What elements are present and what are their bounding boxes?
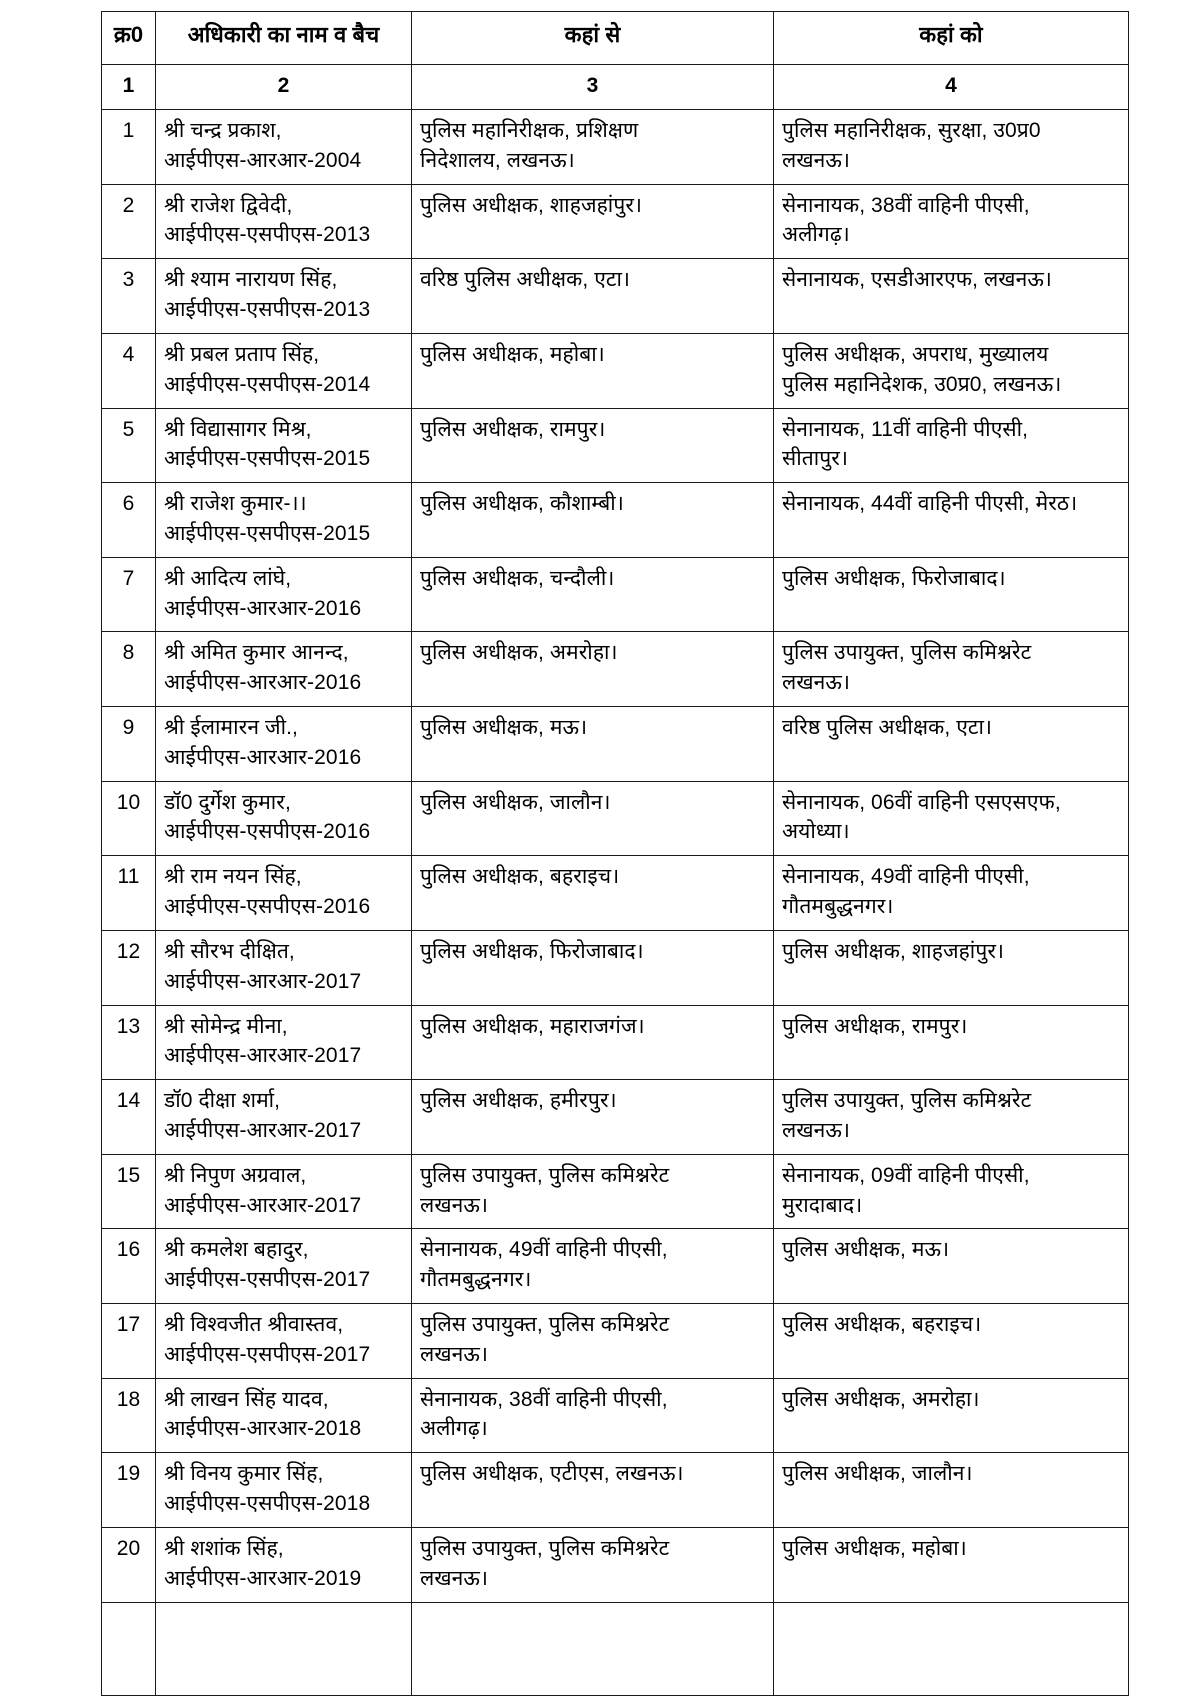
column-number-2: 2 [156, 65, 412, 110]
row-officer-name-batch-line-2: आईपीएस-एसपीएस-2015 [164, 447, 371, 471]
row-officer-name-batch-line-1: श्री ईलामारन जी., [164, 716, 298, 739]
row-serial-number-line-1: 2 [122, 193, 135, 217]
table-row [102, 184, 1129, 259]
table-row [102, 483, 1129, 558]
row-officer-name-batch [156, 110, 412, 185]
row-posting-from-line-1: पुलिस अधीक्षक, अमरोहा। [420, 641, 618, 665]
row-serial-number-line-1: 19 [116, 1462, 141, 1486]
table-row [102, 408, 1129, 483]
row-posting-to [774, 1378, 1129, 1453]
table-row [102, 781, 1129, 856]
row-serial-number [102, 483, 156, 558]
row-serial-number [102, 1005, 156, 1080]
row-officer-name-batch [156, 1229, 412, 1304]
row-officer-name-batch-line-1: श्री श्याम नारायण सिंह, [164, 268, 338, 292]
row-serial-number-line-1: 3 [122, 268, 135, 292]
row-posting-to-line-2: मुरादाबाद। [782, 1193, 863, 1217]
empty-cell-sno [102, 1602, 156, 1695]
row-posting-to-line-1: पुलिस अधीक्षक, मऊ। [782, 1238, 950, 1262]
row-officer-name-batch [156, 930, 412, 1005]
row-officer-name-batch-line-2: आईपीएस-आरआर-2017 [164, 969, 362, 993]
row-posting-from-line-1: पुलिस अधीक्षक, बहराइच। [420, 865, 620, 889]
row-officer-name-batch [156, 184, 412, 259]
row-posting-to-line-2: गौतमबुद्धनगर। [782, 895, 894, 919]
row-officer-name-batch-line-1: श्री विनय कुमार सिंह, [164, 1462, 324, 1486]
column-header-serial: क्र0 [102, 12, 156, 65]
row-serial-number [102, 1154, 156, 1229]
column-numbering-row [102, 65, 1129, 110]
row-serial-number-line-1: 11 [117, 865, 140, 889]
row-officer-name-batch-line-1: श्री अमित कुमार आनन्द, [164, 641, 349, 665]
row-posting-to [774, 856, 1129, 931]
row-serial-number-line-1: 10 [116, 790, 141, 814]
row-serial-number-line-1: 20 [116, 1536, 141, 1560]
row-serial-number-line-1: 8 [122, 641, 135, 665]
row-officer-name-batch-line-1: श्री कमलेश बहादुर, [164, 1238, 309, 1262]
row-posting-to [774, 1005, 1129, 1080]
row-posting-from [412, 930, 774, 1005]
row-posting-to-line-2: सीतापुर। [782, 447, 849, 471]
row-officer-name-batch [156, 1304, 412, 1379]
row-officer-name-batch-line-1: श्री सौरभ दीक्षित, [164, 939, 295, 963]
table-row [102, 1378, 1129, 1453]
row-posting-from-line-1: पुलिस अधीक्षक, चन्दौली। [420, 566, 615, 590]
row-posting-from [412, 557, 774, 632]
row-posting-to-line-1: सेनानायक, 11वीं वाहिनी पीएसी, [782, 417, 1029, 441]
empty-cell-to [774, 1602, 1129, 1695]
row-posting-from-line-1: पुलिस उपायुक्त, पुलिस कमिश्नरेट [420, 1313, 670, 1336]
table-row [102, 930, 1129, 1005]
row-posting-to [774, 259, 1129, 334]
row-officer-name-batch-line-2: आईपीएस-आरआर-2019 [164, 1566, 362, 1590]
row-posting-to-line-2: लखनऊ। [782, 1118, 851, 1142]
row-posting-to-line-1: वरिष्ठ पुलिस अधीक्षक, एटा। [782, 716, 993, 739]
row-posting-from-line-2: निदेशालय, लखनऊ। [420, 148, 575, 172]
table-row [102, 856, 1129, 931]
row-posting-from-line-1: पुलिस अधीक्षक, हमीरपुर। [420, 1089, 617, 1113]
row-posting-to-line-1: पुलिस अधीक्षक, शाहजहांपुर। [782, 939, 1005, 963]
row-officer-name-batch-line-1: श्री आदित्य लांघे, [164, 566, 292, 590]
row-officer-name-batch-line-1: श्री राजेश कुमार-।। [164, 492, 307, 516]
row-posting-from [412, 781, 774, 856]
row-posting-from [412, 483, 774, 558]
row-officer-name-batch-line-1: डॉ0 दीक्षा शर्मा, [164, 1089, 281, 1113]
row-posting-from [412, 333, 774, 408]
column-header-from: कहां से [412, 12, 774, 65]
row-posting-from-line-1: पुलिस अधीक्षक, फिरोजाबाद। [420, 939, 644, 963]
row-posting-to [774, 110, 1129, 185]
row-posting-to-line-1: पुलिस उपायुक्त, पुलिस कमिश्नरेट [782, 1089, 1032, 1113]
row-officer-name-batch [156, 557, 412, 632]
row-officer-name-batch-line-2: आईपीएस-आरआर-2017 [164, 1118, 362, 1142]
row-officer-name-batch [156, 1453, 412, 1528]
column-number-3: 3 [412, 65, 774, 110]
row-posting-from [412, 1154, 774, 1229]
row-posting-to [774, 408, 1129, 483]
row-posting-to-line-1: सेनानायक, 09वीं वाहिनी पीएसी, [782, 1163, 1030, 1187]
row-officer-name-batch-line-2: आईपीएस-एसपीएस-2015 [164, 521, 371, 545]
row-serial-number-line-1: 14 [116, 1089, 141, 1113]
row-posting-to-line-1: पुलिस अधीक्षक, महोबा। [782, 1536, 967, 1560]
row-posting-to-line-1: पुलिस अधीक्षक, अमरोहा। [782, 1387, 980, 1411]
row-posting-to-line-1: पुलिस अधीक्षक, अपराध, मुख्यालय [782, 342, 1049, 366]
row-officer-name-batch [156, 483, 412, 558]
row-posting-to-line-1: पुलिस अधीक्षक, बहराइच। [782, 1313, 982, 1336]
row-posting-to-line-1: सेनानायक, 44वीं वाहिनी पीएसी, मेरठ। [782, 492, 1078, 516]
row-posting-to [774, 930, 1129, 1005]
row-serial-number [102, 259, 156, 334]
row-posting-from [412, 1229, 774, 1304]
row-serial-number-line-1: 18 [116, 1387, 141, 1411]
row-serial-number-line-1: 6 [122, 492, 135, 516]
row-officer-name-batch-line-2: आईपीएस-एसपीएस-2013 [164, 223, 371, 247]
row-posting-from-line-2: लखनऊ। [420, 1566, 489, 1590]
row-serial-number-line-1: 13 [116, 1014, 141, 1038]
row-serial-number-line-1: 7 [122, 566, 135, 590]
row-posting-to-line-1: सेनानायक, एसडीआरएफ, लखनऊ। [782, 268, 1052, 292]
table-row [102, 1005, 1129, 1080]
row-posting-from-line-1: पुलिस अधीक्षक, रामपुर। [420, 417, 606, 441]
row-serial-number-line-1: 5 [122, 417, 135, 441]
row-officer-name-batch-line-2: आईपीएस-आरआर-2016 [164, 671, 362, 695]
officer-transfer-table [101, 11, 1129, 1696]
row-officer-name-batch-line-2: आईपीएस-आरआर-2016 [164, 745, 362, 769]
table-row [102, 259, 1129, 334]
row-serial-number-line-1: 9 [122, 716, 135, 739]
row-posting-from-line-1: पुलिस उपायुक्त, पुलिस कमिश्नरेट [420, 1163, 670, 1187]
column-header-to: कहां को [774, 12, 1129, 65]
row-officer-name-batch [156, 1080, 412, 1155]
table-body [102, 65, 1129, 1696]
row-serial-number [102, 1378, 156, 1453]
table-row [102, 707, 1129, 782]
row-serial-number-line-1: 17 [116, 1313, 141, 1336]
row-posting-to [774, 1154, 1129, 1229]
row-officer-name-batch-line-1: डॉ0 दुर्गेश कुमार, [164, 790, 291, 814]
row-officer-name-batch [156, 1378, 412, 1453]
row-serial-number-line-1: 4 [122, 342, 135, 366]
row-officer-name-batch-line-1: श्री विद्यासागर मिश्र, [164, 417, 312, 441]
row-serial-number-line-1: 16 [116, 1238, 141, 1262]
row-officer-name-batch [156, 781, 412, 856]
row-posting-to-line-1: सेनानायक, 06वीं वाहिनी एसएसएफ, [782, 790, 1061, 814]
row-posting-to-line-1: पुलिस अधीक्षक, फिरोजाबाद। [782, 566, 1006, 590]
row-posting-from-line-1: सेनानायक, 49वीं वाहिनी पीएसी, [420, 1238, 668, 1262]
row-posting-to [774, 632, 1129, 707]
row-posting-from-line-1: पुलिस अधीक्षक, महोबा। [420, 342, 605, 366]
row-officer-name-batch-line-1: श्री लाखन सिंह यादव, [164, 1387, 329, 1411]
row-posting-to-line-2: लखनऊ। [782, 148, 851, 172]
row-posting-from [412, 856, 774, 931]
row-officer-name-batch-line-1: श्री निपुण अग्रवाल, [164, 1163, 307, 1187]
row-officer-name-batch [156, 632, 412, 707]
row-officer-name-batch [156, 1005, 412, 1080]
row-officer-name-batch [156, 408, 412, 483]
row-posting-from [412, 184, 774, 259]
row-posting-to-line-1: पुलिस उपायुक्त, पुलिस कमिश्नरेट [782, 641, 1032, 665]
row-serial-number [102, 408, 156, 483]
table-row [102, 1154, 1129, 1229]
row-posting-to [774, 1527, 1129, 1602]
row-posting-from [412, 1080, 774, 1155]
row-posting-from [412, 1005, 774, 1080]
row-posting-from-line-2: लखनऊ। [420, 1342, 489, 1366]
row-posting-to [774, 707, 1129, 782]
row-serial-number [102, 1453, 156, 1528]
row-posting-from-line-1: पुलिस अधीक्षक, शाहजहांपुर। [420, 193, 643, 217]
row-posting-from [412, 110, 774, 185]
row-officer-name-batch-line-2: आईपीएस-एसपीएस-2013 [164, 298, 371, 322]
row-serial-number [102, 632, 156, 707]
table-row [102, 1527, 1129, 1602]
table-row [102, 1229, 1129, 1304]
row-posting-to [774, 1080, 1129, 1155]
row-posting-to [774, 1229, 1129, 1304]
row-posting-to-line-2: लखनऊ। [782, 671, 851, 695]
row-posting-from-line-1: वरिष्ठ पुलिस अधीक्षक, एटा। [420, 268, 631, 292]
row-officer-name-batch-line-2: आईपीएस-एसपीएस-2017 [164, 1268, 371, 1292]
table-row [102, 1304, 1129, 1379]
row-posting-to-line-2: पुलिस महानिदेशक, उ0प्र0, लखनऊ। [782, 372, 1062, 396]
row-officer-name-batch-line-1: श्री प्रबल प्रताप सिंह, [164, 342, 320, 366]
table-row-empty [102, 1602, 1129, 1695]
table-row [102, 110, 1129, 185]
row-officer-name-batch [156, 856, 412, 931]
row-posting-from-line-1: पुलिस अधीक्षक, जालौन। [420, 790, 611, 814]
row-serial-number [102, 930, 156, 1005]
row-posting-to-line-2: अलीगढ़। [782, 223, 850, 247]
row-officer-name-batch-line-2: आईपीएस-आरआर-2017 [164, 1193, 362, 1217]
row-officer-name-batch-line-2: आईपीएस-आरआर-2016 [164, 596, 362, 620]
row-posting-to-line-2: अयोध्या। [782, 820, 850, 844]
row-officer-name-batch-line-1: श्री राम नयन सिंह, [164, 865, 302, 889]
row-officer-name-batch-line-2: आईपीएस-एसपीएस-2017 [164, 1342, 371, 1366]
table-row [102, 1453, 1129, 1528]
row-posting-from [412, 1304, 774, 1379]
row-officer-name-batch [156, 1154, 412, 1229]
row-serial-number-line-1: 15 [116, 1163, 141, 1187]
table-row [102, 333, 1129, 408]
row-posting-from-line-1: पुलिस उपायुक्त, पुलिस कमिश्नरेट [420, 1536, 670, 1560]
row-serial-number [102, 333, 156, 408]
row-posting-from [412, 1378, 774, 1453]
row-posting-from-line-1: सेनानायक, 38वीं वाहिनी पीएसी, [420, 1387, 668, 1411]
row-posting-to [774, 184, 1129, 259]
column-header-officer-name-batch: अधिकारी का नाम व बैच [156, 12, 412, 65]
row-posting-to-line-1: पुलिस अधीक्षक, जालौन। [782, 1462, 973, 1486]
row-officer-name-batch-line-1: श्री विश्वजीत श्रीवास्तव, [164, 1313, 344, 1336]
row-serial-number [102, 1229, 156, 1304]
row-officer-name-batch-line-2: आईपीएस-एसपीएस-2014 [164, 372, 371, 396]
row-posting-from [412, 1453, 774, 1528]
row-serial-number [102, 856, 156, 931]
row-posting-from [412, 408, 774, 483]
row-serial-number [102, 557, 156, 632]
row-posting-from-line-1: पुलिस अधीक्षक, महाराजगंज। [420, 1014, 645, 1038]
row-posting-to [774, 483, 1129, 558]
row-officer-name-batch-line-1: श्री चन्द्र प्रकाश, [164, 119, 282, 142]
row-posting-from-line-1: पुलिस अधीक्षक, एटीएस, लखनऊ। [420, 1462, 684, 1486]
row-posting-to [774, 333, 1129, 408]
row-posting-from-line-1: पुलिस महानिरीक्षक, प्रशिक्षण [420, 119, 639, 142]
row-officer-name-batch-line-1: श्री सोमेन्द्र मीना, [164, 1014, 288, 1038]
row-officer-name-batch-line-2: आईपीएस-आरआर-2018 [164, 1417, 362, 1441]
empty-cell-from [412, 1602, 774, 1695]
empty-cell-name [156, 1602, 412, 1695]
table-row [102, 1080, 1129, 1155]
row-officer-name-batch [156, 1527, 412, 1602]
row-posting-to [774, 781, 1129, 856]
row-posting-to-line-1: सेनानायक, 38वीं वाहिनी पीएसी, [782, 193, 1030, 217]
row-officer-name-batch-line-2: आईपीएस-आरआर-2004 [164, 148, 362, 172]
row-officer-name-batch-line-1: श्री शशांक सिंह, [164, 1536, 284, 1560]
row-serial-number-line-1: 12 [116, 939, 141, 963]
row-posting-from-line-2: गौतमबुद्धनगर। [420, 1268, 532, 1292]
row-serial-number [102, 1304, 156, 1379]
row-officer-name-batch-line-2: आईपीएस-एसपीएस-2018 [164, 1492, 371, 1516]
row-posting-from-line-2: लखनऊ। [420, 1193, 489, 1217]
row-posting-from-line-2: अलीगढ़। [420, 1417, 488, 1441]
row-serial-number [102, 1080, 156, 1155]
row-officer-name-batch [156, 333, 412, 408]
table-header-row [102, 12, 1129, 65]
row-posting-to-line-1: सेनानायक, 49वीं वाहिनी पीएसी, [782, 865, 1030, 889]
row-officer-name-batch-line-2: आईपीएस-आरआर-2017 [164, 1044, 362, 1068]
row-posting-to [774, 1453, 1129, 1528]
row-officer-name-batch-line-2: आईपीएस-एसपीएस-2016 [164, 820, 371, 844]
column-number-1: 1 [102, 65, 156, 110]
row-posting-from [412, 707, 774, 782]
table-row [102, 632, 1129, 707]
table-row [102, 557, 1129, 632]
row-posting-to-line-1: पुलिस महानिरीक्षक, सुरक्षा, उ0प्र0 [782, 119, 1041, 142]
row-posting-from-line-1: पुलिस अधीक्षक, कौशाम्बी। [420, 492, 624, 516]
row-posting-to [774, 1304, 1129, 1379]
row-serial-number-line-1: 1 [122, 119, 135, 142]
row-serial-number [102, 781, 156, 856]
row-officer-name-batch-line-1: श्री राजेश द्विवेदी, [164, 193, 293, 217]
row-officer-name-batch [156, 259, 412, 334]
row-officer-name-batch-line-2: आईपीएस-एसपीएस-2016 [164, 895, 371, 919]
row-officer-name-batch [156, 707, 412, 782]
row-posting-to [774, 557, 1129, 632]
row-posting-from [412, 259, 774, 334]
row-serial-number [102, 1527, 156, 1602]
row-serial-number [102, 707, 156, 782]
row-serial-number [102, 110, 156, 185]
row-posting-from [412, 632, 774, 707]
row-posting-from-line-1: पुलिस अधीक्षक, मऊ। [420, 716, 588, 739]
row-posting-to-line-1: पुलिस अधीक्षक, रामपुर। [782, 1014, 968, 1038]
column-number-4: 4 [774, 65, 1129, 110]
row-posting-from [412, 1527, 774, 1602]
row-serial-number [102, 184, 156, 259]
